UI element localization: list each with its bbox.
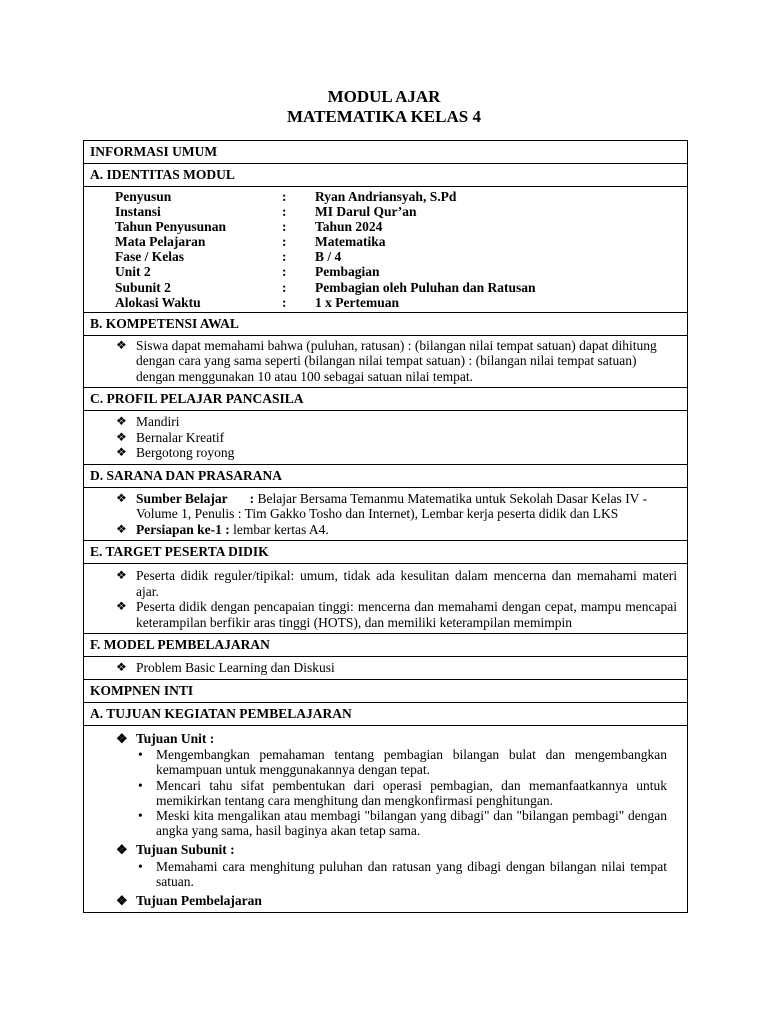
module-table [83, 140, 688, 913]
bullet-dot-icon: • [138, 747, 143, 763]
identity-label: Penyusun [115, 189, 172, 204]
identity-label: Mata Pelajaran [115, 234, 206, 250]
profil-item: Mandiri [136, 414, 180, 430]
identity-colon: : [282, 219, 287, 235]
diamond-bullet-icon: ❖ [116, 429, 127, 444]
identity-label: Unit 2 [115, 264, 151, 280]
identity-row [115, 280, 687, 295]
tujuan-pembelajaran-label: Tujuan Pembelajaran [136, 893, 262, 909]
identity-value: Matematika [315, 234, 386, 250]
target-heading: E. TARGET PESERTA DIDIK [84, 541, 687, 564]
diamond-bullet-icon: ❖ [116, 660, 127, 675]
identity-value: Ryan Andriansyah, S.Pd [315, 189, 457, 204]
identity-colon: : [282, 294, 287, 310]
list-item [138, 808, 667, 838]
list-item [138, 747, 667, 777]
identity-row [115, 204, 687, 219]
list-item [138, 778, 667, 808]
diamond-bullet-icon: ❖ [116, 490, 127, 505]
tujuan-subunit-list [116, 859, 667, 889]
identity-value: 1 x Pertemuan [315, 294, 399, 310]
identity-value: MI Darul Qur’an [315, 204, 417, 220]
list-item [138, 859, 667, 889]
diamond-bullet-icon: ❖ [116, 568, 127, 583]
sarana-body [84, 488, 687, 542]
identity-value: Pembagian oleh Puluhan dan Ratusan [315, 279, 536, 295]
identity-value: Pembagian [315, 264, 380, 280]
sumber-text: Belajar Bersama Temanmu Matematika untuk Sekolah Dasar Kelas IV - Volume 1, Penulis : Tim Gakko Tosho dan Internet), Lembar kerja peserta didik dan LKS [136, 490, 648, 522]
informasi-umum-heading: INFORMASI UMUM [84, 141, 687, 164]
identity-label: Instansi [115, 204, 161, 220]
list-item [116, 491, 677, 522]
list-item [116, 338, 677, 385]
identity-value: B / 4 [315, 249, 342, 265]
list-item [116, 660, 677, 676]
identity-row [115, 249, 687, 264]
komponen-inti-heading: KOMPNEN INTI [84, 680, 687, 703]
identity-row [115, 295, 687, 310]
diamond-bullet-icon: ❖ [116, 337, 127, 352]
bullet-dot-icon: • [138, 808, 143, 824]
identity-colon: : [282, 234, 287, 250]
tujuan-subunit-label: Tujuan Subunit : [136, 842, 235, 858]
identity-label: Fase / Kelas [115, 249, 184, 265]
identity-row [115, 189, 687, 204]
diamond-bullet-icon: ❖ [116, 599, 127, 614]
list-item [116, 445, 677, 461]
kompetensi-heading: B. KOMPETENSI AWAL [84, 313, 687, 336]
list-item [116, 430, 677, 446]
tujuan-unit-list [116, 747, 667, 838]
identitas-heading: A. IDENTITAS MODUL [84, 164, 687, 187]
tujuan-unit-item: Mencari tahu sifat pembentukan dari operasi pembagian, dan memanfaatkannya untuk memikirkan tentang cara menghitung dan mengkonfirmasi penghitungan. [156, 777, 667, 808]
list-item [116, 568, 677, 599]
identity-colon: : [282, 264, 287, 280]
tujuan-subunit-item: Memahami cara menghitung puluhan dan ratusan yang dibagi dengan bilangan nilai tempat satuan. [156, 858, 667, 890]
list-item [116, 414, 677, 430]
identity-label: Tahun Penyusunan [115, 219, 226, 235]
model-item: Problem Basic Learning dan Diskusi [136, 660, 335, 676]
identity-colon: : [282, 204, 287, 220]
target-body [84, 564, 687, 634]
identity-row [115, 234, 687, 249]
profil-item: Bernalar Kreatif [136, 429, 225, 445]
profil-heading: C. PROFIL PELAJAR PANCASILA [84, 388, 687, 411]
list-item [116, 599, 677, 630]
identity-value: Tahun 2024 [315, 219, 383, 235]
sumber-colon: : [249, 490, 255, 506]
tujuan-subunit-label-row [116, 842, 667, 858]
model-heading: F. MODEL PEMBELAJARAN [84, 634, 687, 657]
model-body [84, 657, 687, 680]
tujuan-heading: A. TUJUAN KEGIATAN PEMBELAJARAN [84, 703, 687, 726]
profil-body [84, 411, 687, 465]
sumber-label: Sumber Belajar [136, 490, 228, 506]
diamond-bullet-icon: ❖ [116, 445, 127, 460]
document-title: MODUL AJAR [327, 87, 441, 106]
diamond-bullet-icon: ❖ [116, 842, 128, 858]
profil-item: Bergotong royong [136, 445, 235, 461]
diamond-bullet-icon: ❖ [116, 730, 128, 746]
bullet-dot-icon: • [138, 777, 143, 793]
identity-colon: : [282, 249, 287, 265]
tujuan-unit-item: Meski kita mengalikan atau membagi "bilangan yang dibagi" dan "bilangan pembagi" dengan angka yang sama, hasil baginya akan tetap sama. [156, 808, 667, 839]
identitas-table [84, 187, 687, 313]
tujuan-pembelajaran-label-row [116, 893, 667, 909]
tujuan-unit-label-row [116, 731, 667, 747]
tujuan-unit-label: Tujuan Unit : [136, 730, 215, 746]
tujuan-unit-item: Mengembangkan pemahaman tentang pembagian bilangan bulat dan mengembangkan kemampuan untuk menggunakannya dengan tepat. [156, 747, 667, 778]
persiapan-text: lembar kertas A4. [229, 521, 329, 537]
diamond-bullet-icon: ❖ [116, 521, 127, 536]
identity-colon: : [282, 189, 287, 204]
kompetensi-text: Siswa dapat memahami bahwa (puluhan, ratusan) : (bilangan nilai tempat satuan) dapat dihitung dengan cara yang sama seperti (bilangan nilai tempat satuan) : (bilangan nilai tempat satuan) dengan menggunakan 10 atau 100 sebagai satuan nilai tempat. [136, 337, 657, 384]
target-item: Peserta didik dengan pencapaian tinggi: mencerna dan memahami dengan cepat, mampu mencapai keterampilan berfikir aras tinggi (HOTS), dan memiliki keterampilan memimpin [136, 599, 677, 630]
target-item: Peserta didik reguler/tipikal: umum, tidak ada kesulitan dalam mencerna dan memahami materi ajar. [136, 568, 677, 599]
diamond-bullet-icon: ❖ [116, 893, 128, 909]
sarana-heading: D. SARANA DAN PRASARANA [84, 465, 687, 488]
kompetensi-body [84, 336, 687, 389]
persiapan-label: Persiapan ke-1 : [136, 521, 230, 537]
identity-row [115, 219, 687, 234]
tujuan-body [84, 726, 687, 912]
list-item [116, 522, 677, 538]
identity-row [115, 264, 687, 279]
identity-colon: : [282, 279, 287, 295]
diamond-bullet-icon: ❖ [116, 414, 127, 429]
identity-label: Alokasi Waktu [115, 294, 201, 310]
bullet-dot-icon: • [138, 858, 143, 874]
identity-label: Subunit 2 [115, 279, 171, 295]
document-subtitle: MATEMATIKA KELAS 4 [287, 107, 481, 126]
